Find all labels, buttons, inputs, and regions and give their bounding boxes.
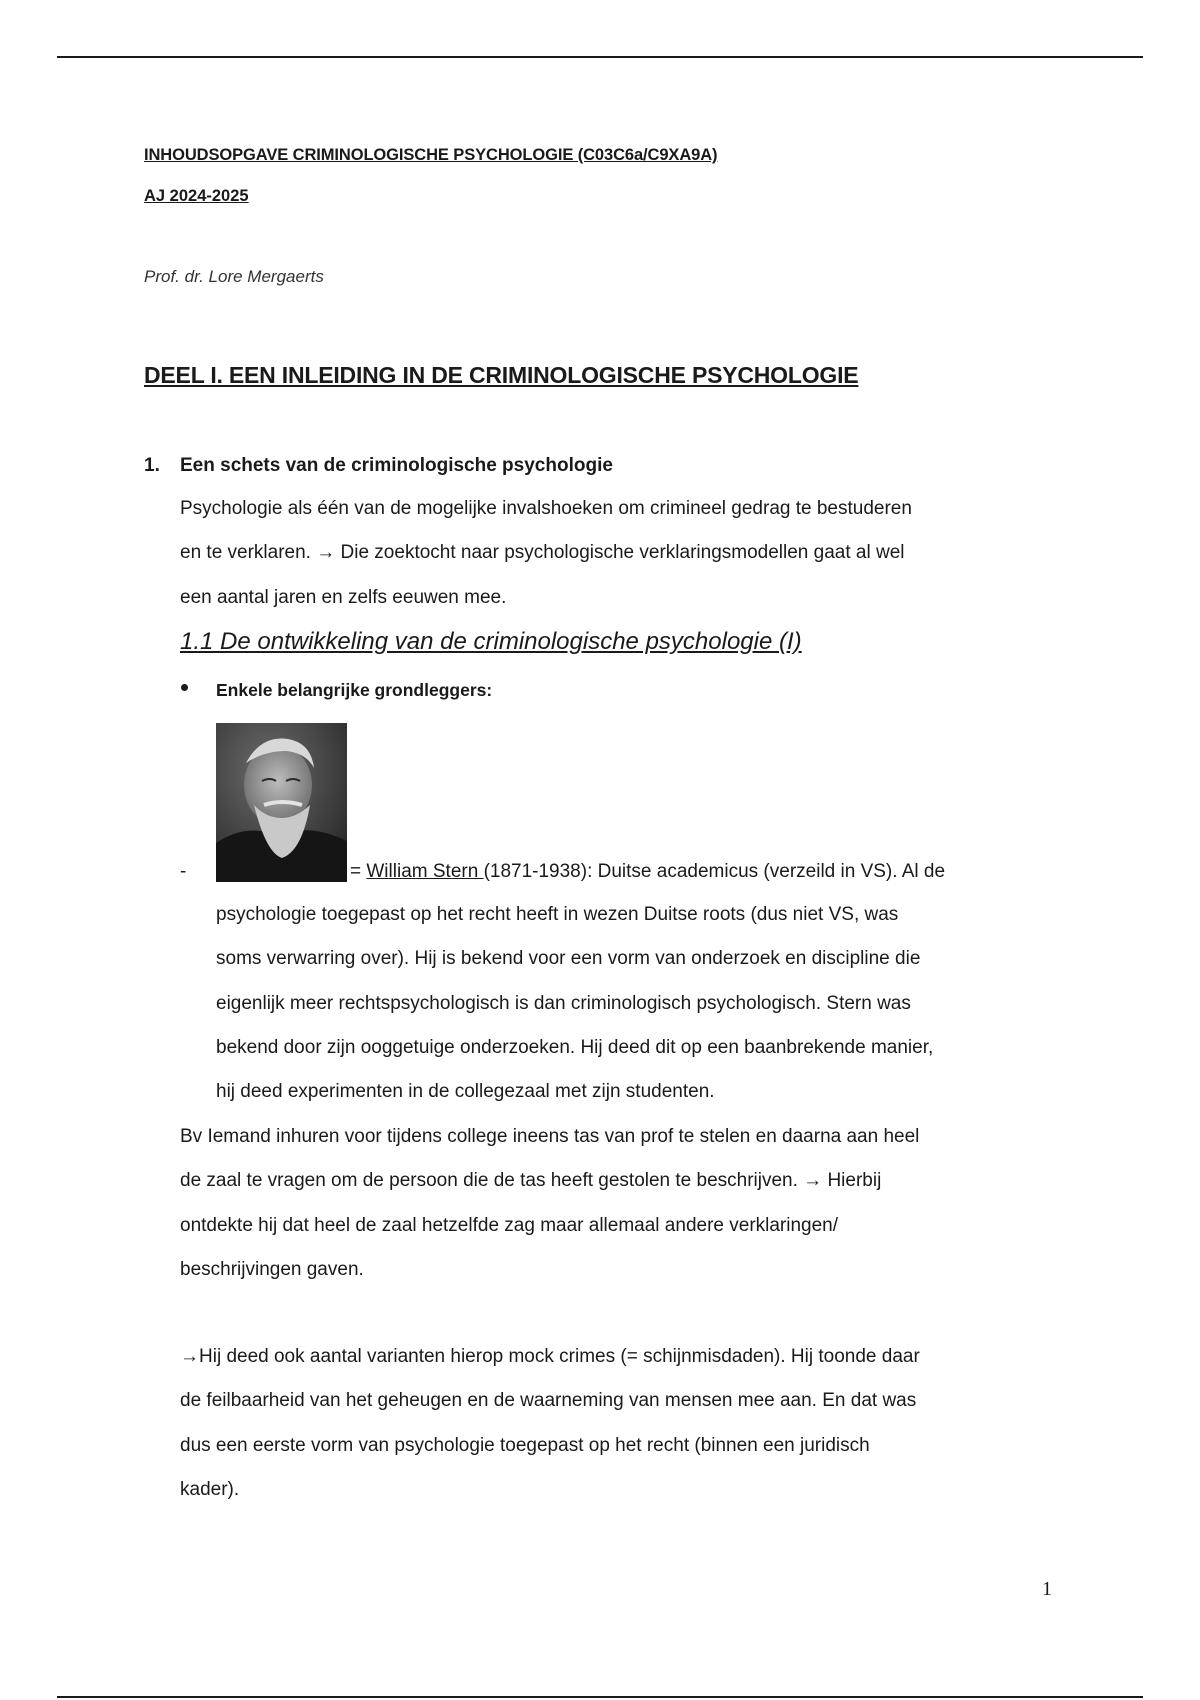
- list-dash: -: [180, 861, 187, 882]
- subsection-title: 1.1 De ontwikkeling van de criminologische psychologie (I): [180, 628, 802, 655]
- paragraph-line: kader).: [180, 1478, 240, 1500]
- section-title: Een schets van de criminologische psychologie: [180, 455, 613, 476]
- paragraph-line: een aantal jaren en zelfs eeuwen mee.: [180, 586, 507, 608]
- stern-intro-line: [350, 861, 945, 883]
- paragraph-line: ontdekte hij dat heel de zaal hetzelfde zag maar allemaal andere verklaringen/: [180, 1214, 839, 1236]
- paragraph-line: bekend door zijn ooggetuige onderzoeken. Hij deed dit op een baanbrekende manier,: [216, 1036, 934, 1058]
- paragraph-line: Bv Iemand inhuren voor tijdens college ineens tas van prof te stelen en daarna aan heel: [180, 1126, 920, 1147]
- paragraph-line: psychologie toegepast op het recht heeft in wezen Duitse roots (dus niet VS, was: [216, 904, 899, 925]
- bullet-heading: Enkele belangrijke grondleggers:: [216, 680, 493, 700]
- section-intro-paragraph: [180, 487, 1080, 620]
- bullet-icon: [181, 684, 188, 691]
- page-number: 1: [1042, 1578, 1052, 1600]
- portrait-image: [216, 723, 347, 882]
- stern-description: (1871-1938): Duitse academicus (verzeild in VS). Al de: [483, 861, 946, 882]
- mock-crimes-paragraph: [180, 1335, 1080, 1512]
- person-name: William Stern: [366, 861, 484, 882]
- paragraph-line: →Hij deed ook aantal varianten hierop mock crimes (= schijnmisdaden). Hij toonde daar: [180, 1346, 920, 1367]
- paragraph-line: dus een eerste vorm van psychologie toegepast op het recht (binnen een juridisch: [180, 1434, 870, 1456]
- section-number: 1.: [144, 455, 160, 476]
- paragraph-line: soms verwarring over). Hij is bekend voor een vorm van onderzoek en discipline die: [216, 948, 921, 970]
- portrait-drawing: [216, 723, 347, 882]
- stern-paragraph: [216, 893, 1096, 1114]
- document-title: INHOUDSOPGAVE CRIMINOLOGISCHE PSYCHOLOGIE (C03C6a/C9XA9A): [144, 146, 718, 164]
- academic-year: AJ 2024-2025: [144, 187, 249, 205]
- paragraph-line: eigenlijk meer rechtspsychologisch is dan criminologisch psychologisch. Stern was: [216, 992, 911, 1014]
- top-rule: [57, 56, 1143, 58]
- paragraph-line: beschrijvingen gaven.: [180, 1258, 364, 1280]
- paragraph-line: hij deed experimenten in de collegezaal met zijn studenten.: [216, 1081, 715, 1103]
- part-heading: DEEL I. EEN INLEIDING IN DE CRIMINOLOGISCHE PSYCHOLOGIE: [144, 362, 859, 388]
- paragraph-line: de zaal te vragen om de persoon die de tas heeft gestolen te beschrijven. → Hierbij: [180, 1170, 882, 1192]
- paragraph-line: Psychologie als één van de mogelijke invalshoeken om crimineel gedrag te bestuderen: [180, 498, 912, 519]
- paragraph-line: en te verklaren. → Die zoektocht naar psychologische verklaringsmodellen gaat al wel: [180, 542, 905, 564]
- bottom-rule: [57, 1696, 1143, 1698]
- equals-prefix: =: [350, 861, 367, 882]
- example-paragraph: [180, 1115, 1080, 1292]
- author: Prof. dr. Lore Mergaerts: [144, 267, 324, 286]
- paragraph-line: de feilbaarheid van het geheugen en de waarneming van mensen mee aan. En dat was: [180, 1390, 917, 1412]
